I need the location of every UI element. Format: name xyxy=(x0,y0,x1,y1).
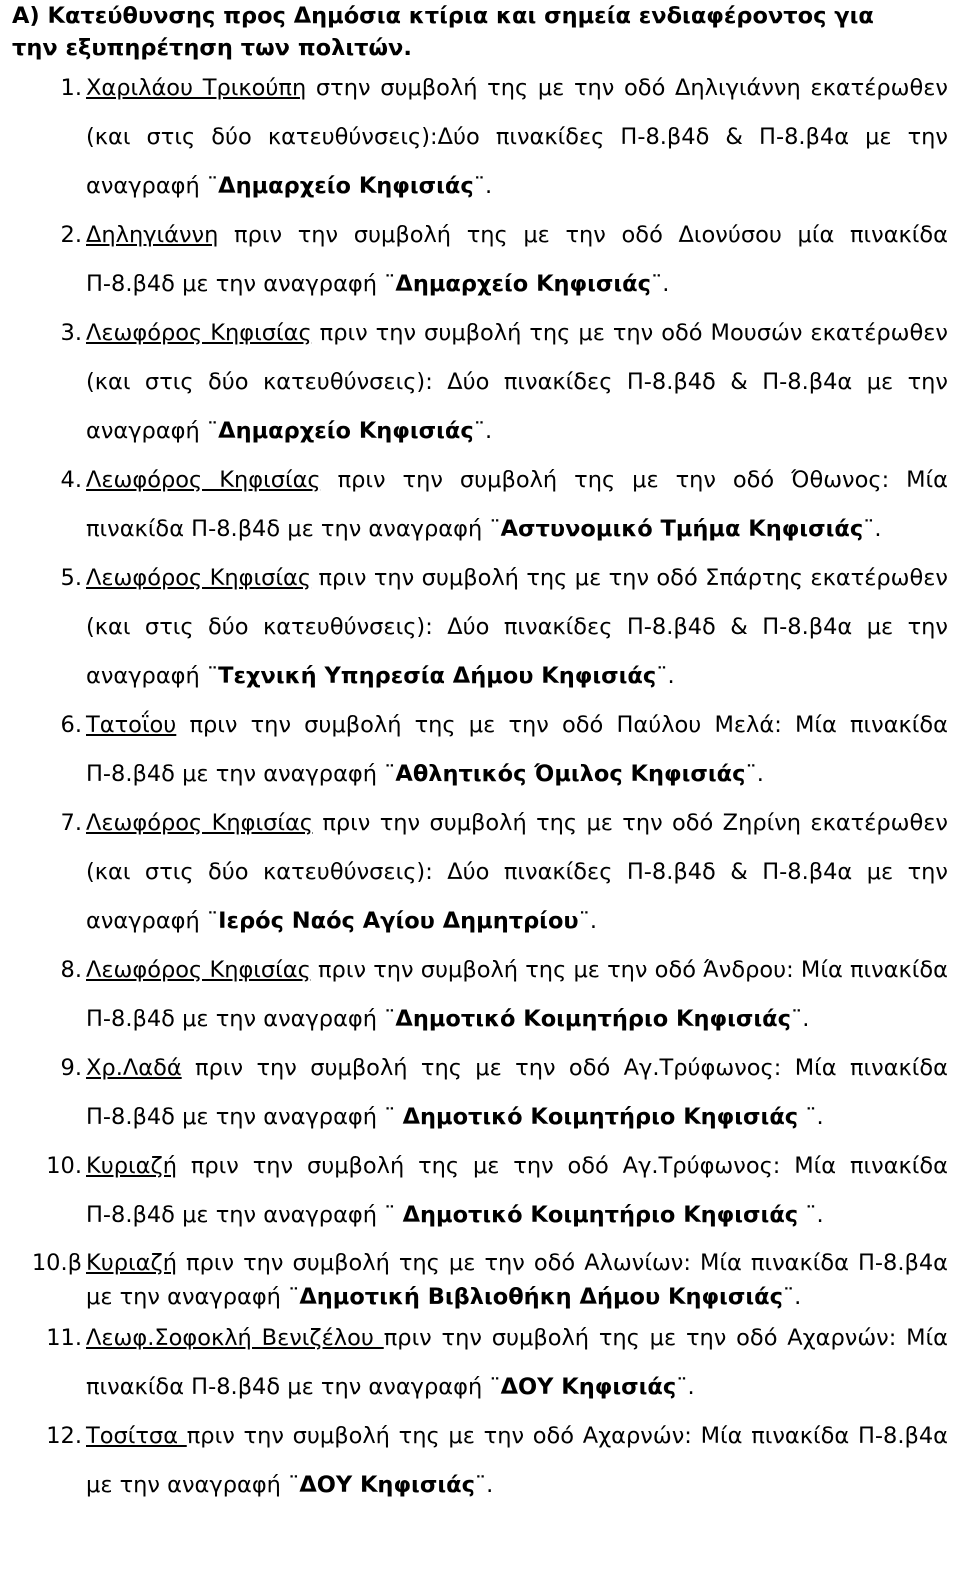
item-description: πριν την συμβολή της με την οδό Διονύσου μία πινακίδα Π-8.β4δ με την αναγραφή ¨ xyxy=(86,222,948,297)
sign-label: Δημοτικό Κοιμητήριο Κηφισιάς xyxy=(395,1006,791,1032)
item-tail: ¨. xyxy=(473,173,493,199)
item-text xyxy=(84,799,948,946)
item-text xyxy=(84,1314,948,1412)
street-name: Λεωφ.Σοφοκλή Βενιζέλου xyxy=(86,1325,384,1351)
street-name: Λεωφόρος Κηφισίας xyxy=(86,565,312,591)
item-tail: ¨. xyxy=(863,516,882,542)
list-item xyxy=(12,1314,948,1412)
item-text xyxy=(84,211,948,309)
item-description: πριν την συμβολή της με την οδό Ζηρίνη εκατέρωθεν (και στις δύο κατευθύνσεις): Δύο πινακίδες Π-8.β4δ & Π-8.β4α με την αναγραφή ¨ xyxy=(86,810,948,934)
heading-line-2: την εξυπηρέτηση των πολιτών. xyxy=(12,35,412,61)
item-number: 2. xyxy=(60,222,82,248)
item-description: πριν την συμβολή της με την οδό Αχαρνών: Μία πινακίδα Π-8.β4α με την αναγραφή ¨ xyxy=(86,1423,948,1498)
street-name: Δηληγιάννη xyxy=(86,222,219,248)
item-description: πριν την συμβολή της με την οδό Σπάρτης εκατέρωθεν (και στις δύο κατευθύνσεις): Δύο πινακίδες Π-8.β4δ & Π-8.β4α με την αναγραφή ¨ xyxy=(86,565,948,689)
item-tail: ¨. xyxy=(745,761,764,787)
document-page xyxy=(12,0,948,1510)
section-heading xyxy=(12,0,948,64)
item-number: 10.β xyxy=(31,1250,82,1276)
street-name: Λεωφόρος Κηφισίας xyxy=(86,467,321,493)
street-name: Κυριαζή xyxy=(86,1153,177,1179)
item-text xyxy=(84,1044,948,1142)
item-text xyxy=(84,701,948,799)
sign-label: Ιερός Ναός Αγίου Δημητρίου xyxy=(218,908,579,934)
sign-label: Αθλητικός Όμιλος Κηφισιάς xyxy=(395,761,746,787)
list-item xyxy=(12,946,948,1044)
item-text xyxy=(84,1142,948,1240)
street-name: Λεωφόρος Κηφισίας xyxy=(86,810,313,836)
street-name: Χρ.Λαδά xyxy=(86,1055,182,1081)
item-number: 1. xyxy=(60,75,82,101)
item-number: 4. xyxy=(60,467,82,493)
list-item xyxy=(12,701,948,799)
item-text xyxy=(84,946,948,1044)
item-number: 8. xyxy=(60,957,82,983)
numbered-list xyxy=(12,64,948,1510)
street-name: Λεωφόρος Κηφισίας xyxy=(86,320,312,346)
item-description: πριν την συμβολή της με την οδό Όθωνος: Μία πινακίδα Π-8.β4δ με την αναγραφή ¨ xyxy=(86,467,948,542)
item-tail: ¨. xyxy=(798,1104,824,1130)
street-name: Τατοΐου xyxy=(86,712,177,738)
list-item xyxy=(12,1044,948,1142)
item-description: πριν την συμβολή της με την οδό Άνδρου: Μία πινακίδα Π-8.β4δ με την αναγραφή ¨ xyxy=(86,957,948,1032)
item-tail: ¨. xyxy=(473,418,493,444)
sign-label: ΔΟΥ Κηφισιάς xyxy=(299,1472,475,1498)
sign-label: ΔΟΥ Κηφισιάς xyxy=(500,1374,677,1400)
item-description: πριν την συμβολή της με την οδό Αχαρνών: Μία πινακίδα Π-8.β4δ με την αναγραφή ¨ xyxy=(86,1325,948,1400)
street-name: Λεωφόρος Κηφισίας xyxy=(86,957,311,983)
item-number: 9. xyxy=(60,1055,82,1081)
item-text xyxy=(84,554,948,701)
list-item xyxy=(12,211,948,309)
street-name: Χαριλάου Τρικούπη xyxy=(86,75,307,101)
list-item xyxy=(12,1412,948,1510)
item-tail: ¨. xyxy=(790,1006,810,1032)
item-number: 11. xyxy=(46,1325,82,1351)
item-number: 5. xyxy=(60,565,82,591)
sign-label: Δημοτική Βιβλιοθήκη Δήμου Κηφισιάς xyxy=(299,1284,783,1310)
sign-label: Αστυνομικό Τμήμα Κηφισιάς xyxy=(500,516,864,542)
item-tail: ¨. xyxy=(782,1284,802,1310)
item-description: πριν την συμβολή της με την οδό Παύλου Μελά: Μία πινακίδα Π-8.β4δ με την αναγραφή ¨ xyxy=(86,712,948,787)
list-item xyxy=(12,1246,948,1314)
sign-label: Δημαρχείο Κηφισιάς xyxy=(218,418,474,444)
list-item xyxy=(12,554,948,701)
item-number: 12. xyxy=(46,1423,82,1449)
item-description: πριν την συμβολή της με την οδό Αγ.Τρύφωνος: Μία πινακίδα Π-8.β4δ με την αναγραφή ¨ xyxy=(86,1055,948,1130)
item-text xyxy=(84,456,948,554)
list-item xyxy=(12,799,948,946)
sign-label: Δημαρχείο Κηφισιάς xyxy=(218,173,474,199)
item-tail: ¨. xyxy=(474,1472,494,1498)
item-text xyxy=(84,309,948,456)
list-item xyxy=(12,64,948,211)
item-number: 10. xyxy=(46,1153,82,1179)
item-text xyxy=(84,1412,948,1510)
list-item xyxy=(12,456,948,554)
item-tail: ¨. xyxy=(656,663,675,689)
item-description: στην συμβολή της με την οδό Δηλιγιάννη εκατέρωθεν (και στις δύο κατευθύνσεις):Δύο πινακίδες Π-8.β4δ & Π-8.β4α με την αναγραφή ¨ xyxy=(86,75,948,199)
sign-label: Δημαρχείο Κηφισιάς xyxy=(395,271,651,297)
sign-label: Δημοτικό Κοιμητήριο Κηφισιάς xyxy=(402,1104,799,1130)
item-text xyxy=(84,1246,948,1314)
item-description: πριν την συμβολή της με την οδό Αγ.Τρύφωνος: Μία πινακίδα Π-8.β4δ με την αναγραφή ¨ xyxy=(86,1153,948,1228)
sign-label: Τεχνική Υπηρεσία Δήμου Κηφισιάς xyxy=(218,663,657,689)
item-tail: ¨. xyxy=(650,271,670,297)
heading-line-1: A) Κατεύθυνσης προς Δημόσια κτίρια και σημεία ενδιαφέροντος για xyxy=(12,3,874,29)
item-number: 3. xyxy=(60,320,82,346)
item-description: πριν την συμβολή της με την οδό Αλωνίων: Μία πινακίδα Π-8.β4α με την αναγραφή ¨ xyxy=(86,1250,948,1310)
list-item xyxy=(12,309,948,456)
street-name: Τοσίτσα xyxy=(86,1423,187,1449)
street-name: Κυριαζή xyxy=(86,1250,177,1276)
item-tail: ¨. xyxy=(578,908,598,934)
list-item xyxy=(12,1142,948,1240)
item-number: 7. xyxy=(60,810,82,836)
sign-label: Δημοτικό Κοιμητήριο Κηφισιάς xyxy=(402,1202,799,1228)
item-number: 6. xyxy=(60,712,82,738)
item-tail: ¨. xyxy=(798,1202,824,1228)
item-text xyxy=(84,64,948,211)
item-description: πριν την συμβολή της με την οδό Μουσών εκατέρωθεν (και στις δύο κατευθύνσεις): Δύο πινακίδες Π-8.β4δ & Π-8.β4α με την αναγραφή ¨ xyxy=(86,320,948,444)
item-tail: ¨. xyxy=(676,1374,695,1400)
